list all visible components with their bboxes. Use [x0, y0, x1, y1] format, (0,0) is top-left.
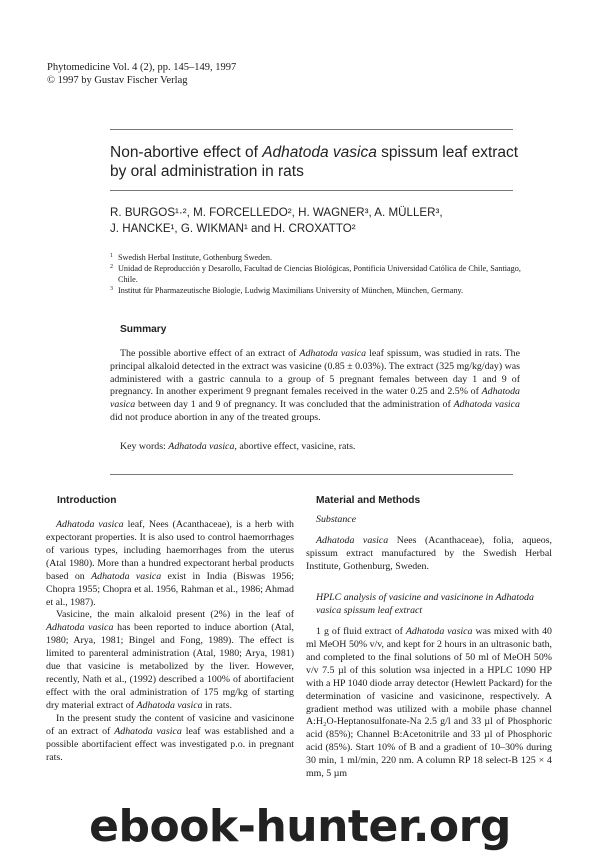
key-words: Key words: Adhatoda vasica, abortive effect, vasicine, rats.	[120, 441, 356, 452]
affiliation-3: 3 Institut für Pharmazeutische Biologie, Ludwig Maximilians University of München, München, Germany.	[110, 286, 464, 296]
intro-paragraph-1: Adhatoda vasica leaf, Nees (Acanthaceae), is a herb with expectorant properties. It is also used to control haemorrhages of various types, including haemorrhages from the uterus (Atal 1980). More than a hundred expectorant herbal products based on Adhatoda vasica exist in India (Biswas 1956; Chopra 1955; Chopra et al. 1956, Rahman et al., 1986; Ahmad et al., 1987).	[46, 519, 294, 608]
title-top-rule	[110, 129, 513, 130]
author-line-1: R. BURGOS¹·², M. FORCELLEDO², H. WAGNER³, A. MÜLLER³,	[110, 206, 443, 219]
methods-hplc-text: 1 g of fluid extract of Adhatoda vasica was mixed with 40 ml MeOH 50% v/v, and kept for 2 hours in an ultrasonic bath, and completed to the final solutions of 50 ml of MeOH 50% v/v 7.5 µl of this solution wsa injected in a HPLC 1090 HP with a HP 1040 diode array detector (Hewlett Packard) for the determination of vasicine and vasicinone, respectively. A gradient method was utilized with a mobile phase channel A:H₂O-Heptanosulfonate-Na 2.5 g/l and 33 µl of Phosphoric acid (85%); Channel B:Acetonitrile and 33 µl of Phosphoric acid (85%). Start 10% of B and a gradient of 10–30% during 30 min, 1 ml/min, 220 nm. A column RP 18 select-B 125 × 4 mm, 5 µm	[306, 626, 552, 780]
author-line-2: J. HANCKE¹, G. WIKMAN¹ and H. CROXATTO²	[110, 222, 356, 235]
summary-text: The possible abortive effect of an extract of Adhatoda vasica leaf spissum, was studied in rats. The principal alkaloid detected in the extract was vasicine (0.85 ± 0.03%). The extract (325 mg/kg/day) was administered with a gastric cannula to a group of 5 pregnant females between day 1 and 9 of pregnancy. In another experiment 9 pregnant females received in the water 0.25 and 2.5% of Adhatoda vasica between day 1 and 9 of pregnancy. It was concluded that the administration of Adhatoda vasica did not produce abortion in any of the treated groups.	[110, 348, 520, 423]
journal-citation	[47, 61, 236, 87]
summary-heading: Summary	[120, 324, 167, 335]
affiliation-2: 2 Unidad de Reproducción y Desarollo, Facultad de Ciencias Biológicas, Pontificia Universidad Católica de Chile, Santiago, Chile.	[110, 264, 521, 285]
intro-paragraph-2: Vasicine, the main alkaloid present (2%) in the leaf of Adhatoda vasica has been reported to induce abortion (Atal, 1980; Arya, 1981; Bingel and Fong, 1989). The effect is limited to parenteral administration (Atal, 1980; Arya, 1981) due that vasicine is metabolized by the liver. However, recently, Nath et al., (1992) described a 100% of abortifacient effect with the oral administration of 175 mg/kg of starting dry material extract of Adhatoda vasica in rats.	[46, 609, 295, 711]
title-bottom-rule	[110, 190, 513, 191]
methods-subheading-substance: Substance	[316, 514, 357, 525]
journal-line: Phytomedicine Vol. 4 (2), pp. 145–149, 1997	[47, 62, 237, 73]
article-title: Non-abortive effect of Adhatoda vasica spissum leaf extract by oral administration in rats	[110, 144, 519, 180]
author-list	[110, 205, 530, 237]
methods-subheading-hplc: HPLC analysis of vasicine and vasicinone in Adhatoda vasica spissum leaf extract	[316, 592, 534, 616]
intro-paragraph-3: In the present study the content of vasicine and vasicinone of an extract of Adhatoda vasica leaf was established and a possible abortifacient effect was investigated p.o. in pregnant rats.	[46, 712, 294, 763]
key-words-label: Key words:	[120, 441, 169, 452]
affiliations	[110, 252, 530, 296]
watermark: ebook-hunter.org	[0, 797, 600, 857]
introduction-heading: Introduction	[57, 495, 117, 506]
affiliation-1: 1 Swedish Herbal Institute, Gothenburg Sweden.	[110, 253, 273, 262]
methods-substance-text: Adhatoda vasica Nees (Acanthaceae), folia, aqueos, spissum extract manufactured by the Swedish Herbal Institute, Gothenburg, Sweden.	[306, 535, 552, 572]
summary-bottom-rule	[110, 474, 513, 475]
title-species: Adhatoda vasica	[262, 144, 377, 161]
introduction-body	[46, 519, 294, 765]
methods-heading: Material and Methods	[316, 495, 421, 506]
copyright-line: © 1997 by Gustav Fischer Verlag	[47, 75, 188, 86]
